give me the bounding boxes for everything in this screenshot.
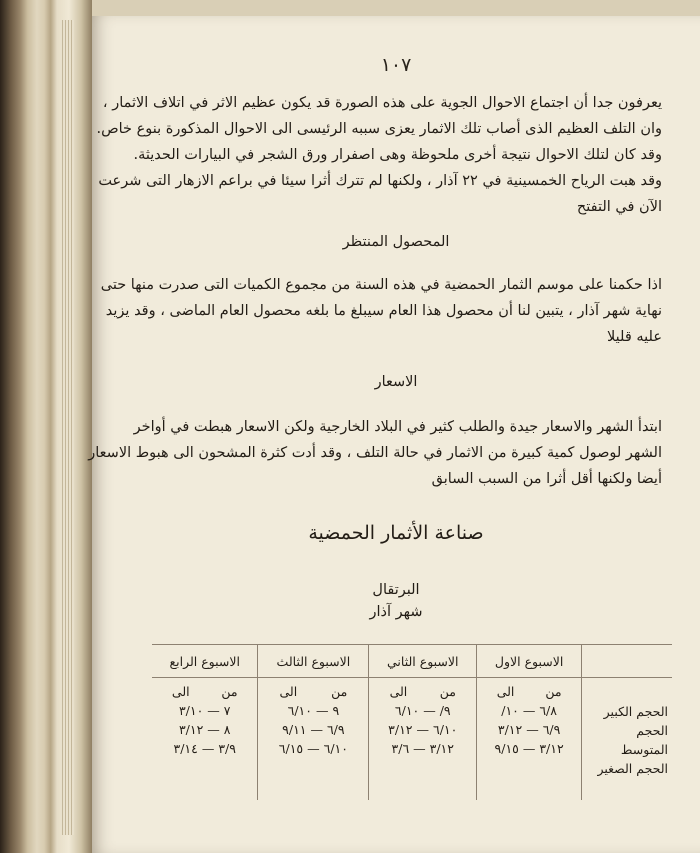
paragraph-prices — [88, 414, 662, 492]
price-range: ٧ — ٣/١٠ — [178, 703, 231, 718]
table-header: الاسبوع الرابع — [152, 645, 258, 678]
week-1-cell — [477, 678, 582, 801]
price-range: ٣/١٢ — ٩/١٥ — [494, 741, 564, 756]
price-range: ٦/٨ — ١٠/ — [501, 703, 557, 718]
heading-prices: الاسعار — [374, 374, 418, 390]
price-range: ٣/١٢ — ٣/٦ — [391, 741, 454, 756]
page-sheet — [88, 16, 700, 853]
week-2-cell — [369, 678, 477, 801]
price-table — [152, 644, 672, 800]
table-header: الاسبوع الاول — [477, 645, 582, 678]
price-range: ٦/١٠ — ٦/١٥ — [278, 741, 348, 756]
price-range: ٣/٩ — ٣/١٤ — [173, 741, 236, 756]
text-line: يعرفون جدا أن اجتماع الاحوال الجوية على هذه الصورة قد يكون عظيم الاثر في اتلاف الاثمار ، — [102, 95, 662, 111]
subheading-oranges: البرتقال — [372, 582, 420, 598]
price-range: ٦/٩ — ٩/١١ — [282, 722, 345, 737]
month-label: شهر آذار — [369, 604, 423, 620]
text-line: الآن في التفتح — [576, 199, 662, 215]
to-label: الى — [496, 684, 515, 699]
from-label: من — [331, 684, 348, 699]
heading-expected-yield: المحصول المنتظر — [342, 234, 450, 250]
to-label: الى — [389, 684, 408, 699]
from-label: من — [439, 684, 456, 699]
from-to-header — [156, 682, 253, 701]
table-header: الاسبوع الثالث — [258, 645, 369, 678]
from-to-header — [262, 682, 364, 701]
to-label: الى — [171, 684, 190, 699]
top-margin-strip — [92, 0, 700, 16]
section-title: صناعة الأثمار الحمضية — [308, 522, 484, 544]
from-label: من — [221, 684, 238, 699]
text-line: ابتدأ الشهر والاسعار جيدة والطلب كثير في البلاد الخارجية ولكن الاسعار هبطت في أواخر — [133, 419, 662, 435]
text-line: نهاية شهر آذار ، يتبين لنا أن محصول هذا العام سيبلغ ما بلغه محصول العام الماضى ، وقد يزيد — [105, 303, 662, 319]
text-line: وقد هبت الرياح الخمسينية في ٢٢ آذار ، ولكنها لم تترك أثرا سيئا في براعم الازهار التى شرعت — [98, 173, 662, 189]
price-range: ٦/٩ — ٣/١٢ — [497, 722, 561, 737]
table-header: الاسبوع الثاني — [369, 645, 477, 678]
text-line: الشهر لوصول كمية كبيرة من الاثمار في حالة التلف ، وقد أدت كثرة المشحون الى هبوط الاسعار — [88, 445, 662, 461]
price-range: ٦/١٠ — ٣/١٢ — [388, 722, 458, 737]
text-line: اذا حكمنا على موسم الثمار الحمضية في هذه السنة من مجموع الكميات التى صدرت منها حتى — [100, 277, 662, 293]
text-line: وقد كان لتلك الاحوال نتيجة أخرى ملحوظة وهى اصفرار ورق الشجر في البيارات الحديثة. — [133, 147, 662, 163]
paragraph-expected-yield — [100, 272, 662, 350]
table-row — [152, 678, 672, 801]
from-label: من — [545, 684, 562, 699]
week-3-cell — [258, 678, 369, 801]
page-edges — [60, 20, 74, 835]
text-line: عليه قليلا — [607, 329, 662, 345]
text-line: أيضا ولكنها أقل أثرا من السبب السابق — [431, 471, 662, 487]
table-header — [582, 645, 673, 678]
from-to-header — [373, 682, 472, 701]
from-to-header — [481, 682, 577, 701]
text-line: وان التلف العظيم الذى أصاب تلك الاثمار يعزى سببه الرئيسى الى الاحوال المذكورة بنوع خاص. — [96, 121, 662, 137]
to-label: الى — [279, 684, 298, 699]
price-range: ٩/ — ٦/١٠ — [394, 703, 451, 718]
book-binding-edge — [0, 0, 92, 853]
price-range: ٨ — ٣/١٢ — [178, 722, 231, 737]
paragraph-weather — [96, 90, 662, 220]
row-label: الحجم الصغير — [597, 761, 668, 776]
price-range: ٩ — ٦/١٠ — [287, 703, 340, 718]
week-4-cell — [152, 678, 258, 801]
page-number: ١٠٧ — [380, 54, 412, 76]
size-labels — [582, 678, 673, 801]
row-label: الحجم الكبير — [603, 704, 668, 719]
table-header-row — [152, 645, 672, 678]
row-label: الحجم المتوسط — [620, 723, 668, 757]
